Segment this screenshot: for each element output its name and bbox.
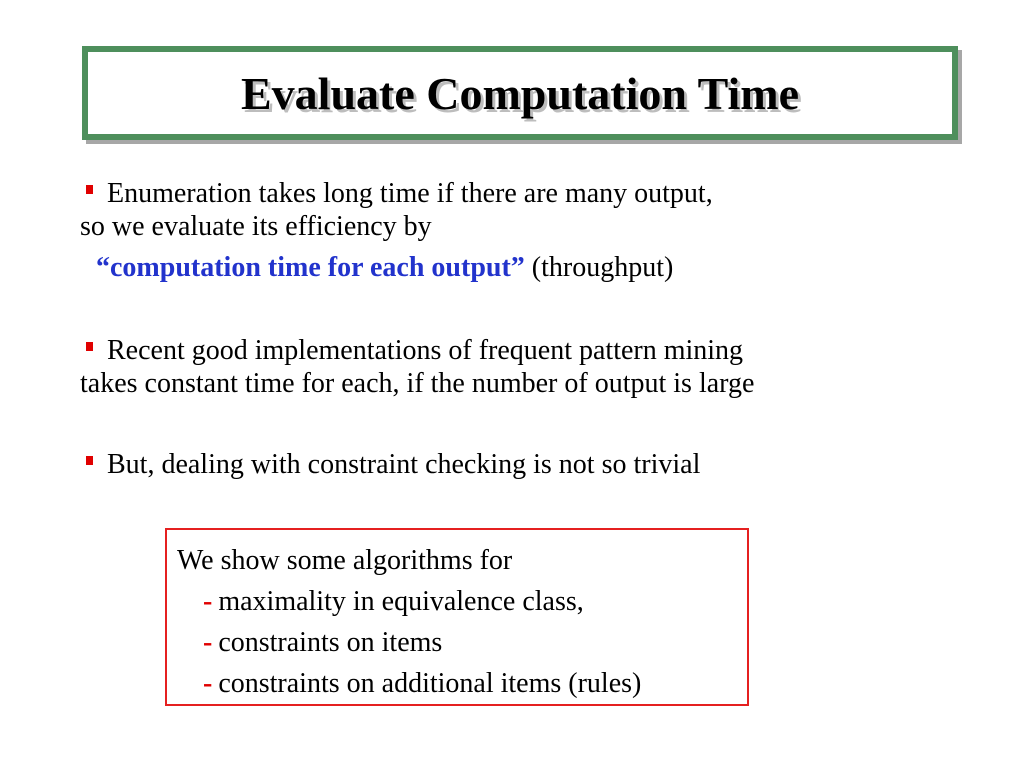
bullet-3-line-1: But, dealing with constraint checking is not so trivial: [107, 449, 701, 480]
box-item-3: [177, 663, 747, 704]
emphasis-phrase: “computation time for each output”: [96, 252, 525, 283]
bullet-2-line-2: takes constant time for each, if the number of output is large: [80, 368, 755, 399]
bullet-1-line-2: so we evaluate its efficiency by: [80, 211, 432, 242]
bullet-1-continuation: [80, 211, 432, 243]
dash-marker: -: [203, 627, 213, 658]
title-inner-frame: [86, 50, 954, 136]
bullet-square-icon: [86, 456, 93, 465]
box-item-1-text: maximality in equivalence class,: [218, 586, 584, 617]
box-item-1: [177, 581, 747, 622]
emphasis-suffix: (throughput): [524, 252, 674, 283]
bullet-3: [80, 449, 700, 481]
box-intro: We show some algorithms for: [177, 545, 513, 576]
bullet-1-line-1: Enumeration takes long time if there are many output,: [107, 178, 713, 209]
bullet-2: [80, 335, 743, 367]
title-frame: [82, 46, 958, 140]
dash-marker: -: [203, 586, 213, 617]
bullet-square-icon: [86, 185, 93, 194]
bullet-2-continuation: [80, 368, 754, 400]
box-item-2: [177, 622, 747, 663]
slide-title: Evaluate Computation Time: [240, 67, 800, 119]
bullet-square-icon: [86, 342, 93, 351]
algorithms-box: [165, 528, 749, 706]
dash-marker: -: [203, 668, 213, 699]
bullet-1: [80, 178, 713, 210]
bullet-1-emphasis-line: [80, 252, 673, 284]
box-item-2-text: constraints on items: [218, 627, 443, 658]
bullet-2-line-1: Recent good implementations of frequent pattern mining: [107, 335, 744, 366]
box-item-3-text: constraints on additional items (rules): [218, 668, 642, 699]
